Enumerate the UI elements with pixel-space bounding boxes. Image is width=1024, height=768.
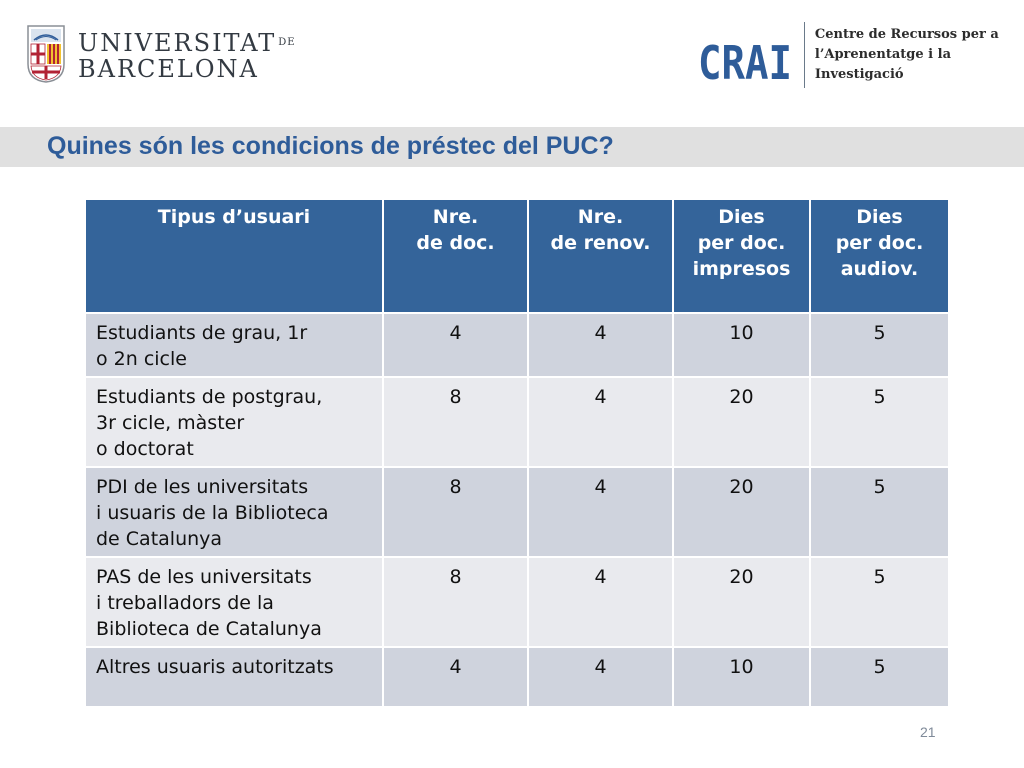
cell-days-av: 5 (810, 313, 949, 377)
cell-days-av: 5 (810, 467, 949, 557)
header-days-av: Dies per doc. audiov. (810, 199, 949, 313)
crai-tagline (815, 25, 1024, 85)
cell-num-docs: 8 (383, 467, 528, 557)
cell-num-renewals: 4 (528, 467, 673, 557)
header-user-type: Tipus d’usuari (85, 199, 383, 313)
cell-user-type: PDI de les universitats i usuaris de la Biblioteca de Catalunya (85, 467, 383, 557)
ub-seal-icon (26, 24, 66, 84)
crai-tagline-line1: Centre de Recursos per a (814, 27, 999, 42)
crai-logo (698, 22, 1024, 88)
header-num-docs: Nre. de doc. (383, 199, 528, 313)
crai-wordmark-text: CRAI (698, 36, 792, 90)
ub-line1-suffix: DE (278, 37, 296, 48)
crai-divider (804, 22, 805, 88)
cell-days-print: 20 (673, 557, 810, 647)
cell-num-docs: 4 (383, 313, 528, 377)
table-header-row (85, 199, 949, 313)
table-row (85, 377, 949, 467)
cell-num-renewals: 4 (528, 313, 673, 377)
loan-conditions-table (84, 198, 950, 708)
table-row (85, 467, 949, 557)
header-days-print: Dies per doc. impresos (673, 199, 810, 313)
cell-user-type: PAS de les universitats i treballadors de la Biblioteca de Catalunya (85, 557, 383, 647)
cell-num-renewals: 4 (528, 377, 673, 467)
cell-num-docs: 8 (383, 377, 528, 467)
cell-days-av: 5 (810, 557, 949, 647)
slide-title: Quines són les condicions de préstec del PUC? (47, 132, 614, 160)
table-row (85, 313, 949, 377)
cell-user-type: Altres usuaris autoritzats (85, 647, 383, 707)
ub-line2: BARCELONA (78, 55, 259, 83)
cell-days-av: 5 (810, 377, 949, 467)
cell-user-type: Estudiants de postgrau, 3r cicle, màster o doctorat (85, 377, 383, 467)
cell-user-type: Estudiants de grau, 1r o 2n cicle (85, 313, 383, 377)
cell-num-renewals: 4 (528, 557, 673, 647)
cell-days-print: 20 (673, 467, 810, 557)
ub-line1: UNIVERSITAT (78, 29, 277, 57)
ub-logo (26, 24, 296, 84)
page-number: 21 (920, 724, 936, 740)
crai-wordmark (698, 25, 794, 90)
title-bar (0, 127, 1024, 167)
table-row (85, 557, 949, 647)
slide-header (0, 0, 1024, 125)
cell-num-docs: 4 (383, 647, 528, 707)
crai-tagline-line2: l’Aprenentatge i la Investigació (814, 47, 951, 82)
cell-days-print: 10 (673, 647, 810, 707)
cell-num-renewals: 4 (528, 647, 673, 707)
table-row (85, 647, 949, 707)
cell-days-av: 5 (810, 647, 949, 707)
cell-days-print: 20 (673, 377, 810, 467)
cell-days-print: 10 (673, 313, 810, 377)
ub-wordmark (78, 30, 296, 82)
cell-num-docs: 8 (383, 557, 528, 647)
header-num-renewals: Nre. de renov. (528, 199, 673, 313)
